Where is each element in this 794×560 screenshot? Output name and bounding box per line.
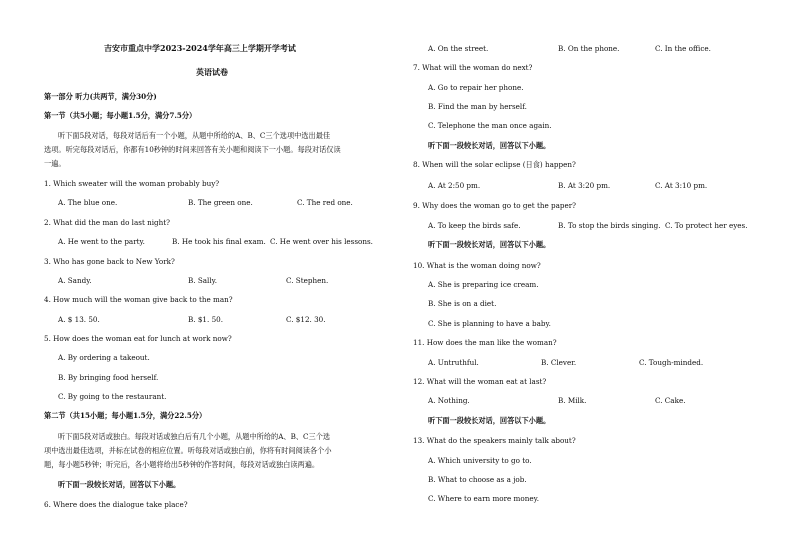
question-9: 9. Why does the woman go to get the paper? xyxy=(413,201,577,210)
listen-instruction-10: 听下面一段较长对话，回答以下小题。 xyxy=(428,240,551,249)
instruction1-line3: 一遍。 xyxy=(44,159,66,168)
q2-option-b: B. He took his final exam. xyxy=(172,237,266,246)
q4-option-a: A. $ 13. 50. xyxy=(58,315,100,324)
q9-option-c: C. To protect her eyes. xyxy=(665,221,748,230)
section1-heading: 第一节（共5小题；每小题1.5分，满分7.5分） xyxy=(44,111,197,120)
q10-option-b: B. She is on a diet. xyxy=(428,299,497,308)
q13-option-b: B. What to choose as a job. xyxy=(428,475,527,484)
q10-option-a: A. She is preparing ice cream. xyxy=(428,280,539,289)
question-4: 4. How much will the woman give back to the man? xyxy=(44,295,233,304)
question-2: 2. What did the man do last night? xyxy=(44,218,171,227)
q4-option-b: B. $1. 50. xyxy=(188,315,223,324)
q5-option-b: B. By bringing food herself. xyxy=(58,373,159,382)
q1-option-a: A. The blue one. xyxy=(58,198,118,207)
q9-option-a: A. To keep the birds safe. xyxy=(428,221,521,230)
instruction1-line1: 听下面5段对话，每段对话后有一个小题，从题中所给的A、B、C三个选项中选出最佳 xyxy=(58,131,331,140)
q12-option-a: A. Nothing. xyxy=(428,396,470,405)
question-10: 10. What is the woman doing now? xyxy=(413,261,541,270)
question-13: 13. What do the speakers mainly talk about? xyxy=(413,436,576,445)
exam-subtitle: 英语试卷 xyxy=(196,67,228,77)
question-8: 8. When will the solar eclipse (日食) happen? xyxy=(413,160,576,169)
instruction1-line2: 选项。听完每段对话后，你都有10秒钟的时间来回答有关小题和阅读下一小题。每段对话仅读 xyxy=(44,145,341,154)
q1-option-b: B. The green one. xyxy=(188,198,253,207)
question-3: 3. Who has gone back to New York? xyxy=(44,257,175,266)
q2-option-a: A. He went to the party. xyxy=(58,237,145,246)
question-7: 7. What will the woman do next? xyxy=(413,63,533,72)
instruction2-line2: 项中选出最佳选项，并标在试卷的相应位置。听每段对话或独白前，你将有时间阅读各个小 xyxy=(44,446,332,455)
question-5: 5. How does the woman eat for lunch at work now? xyxy=(44,334,232,343)
q9-option-b: B. To stop the birds singing. xyxy=(558,221,661,230)
q10-option-c: C. She is planning to have a baby. xyxy=(428,319,551,328)
listen-instruction-6: 听下面一段较长对话，回答以下小题。 xyxy=(58,480,181,489)
q8-option-c: C. At 3:10 pm. xyxy=(655,181,708,190)
section2-heading: 第二节（共15小题；每小题1.5分，满分22.5分） xyxy=(44,411,207,420)
q6-option-a: A. On the street. xyxy=(428,44,489,53)
q13-option-c: C. Where to earn more money. xyxy=(428,494,539,503)
q6-option-b: B. On the phone. xyxy=(558,44,620,53)
q1-option-c: C. The red one. xyxy=(297,198,353,207)
q3-option-b: B. Sally. xyxy=(188,276,218,285)
q8-option-a: A. At 2:50 pm. xyxy=(428,181,481,190)
q2-option-c: C. He went over his lessons. xyxy=(270,237,373,246)
q5-option-a: A. By ordering a takeout. xyxy=(58,353,150,362)
question-6: 6. Where does the dialogue take place? xyxy=(44,500,188,509)
q7-option-c: C. Telephone the man once again. xyxy=(428,121,552,130)
listen-instruction-13: 听下面一段较长对话，回答以下小题。 xyxy=(428,416,551,425)
q8-option-b: B. At 3:20 pm. xyxy=(558,181,611,190)
q12-option-c: C. Cake. xyxy=(655,396,686,405)
part1-heading: 第一部分 听力(共两节，满分30分) xyxy=(44,92,157,101)
q7-option-a: A. Go to repair her phone. xyxy=(428,83,524,92)
q6-option-c: C. In the office. xyxy=(655,44,711,53)
q11-option-b: B. Clever. xyxy=(541,358,577,367)
question-1: 1. Which sweater will the woman probably buy? xyxy=(44,179,220,188)
q4-option-c: C. $12. 30. xyxy=(286,315,326,324)
q13-option-a: A. Which university to go to. xyxy=(428,456,532,465)
q11-option-a: A. Untruthful. xyxy=(428,358,479,367)
listen-instruction-8: 听下面一段较长对话，回答以下小题。 xyxy=(428,141,551,150)
q3-option-a: A. Sandy. xyxy=(58,276,92,285)
q12-option-b: B. Milk. xyxy=(558,396,587,405)
question-12: 12. What will the woman eat at last? xyxy=(413,377,547,386)
exam-title: 吉安市重点中学2023-2024学年高三上学期开学考试 xyxy=(104,43,296,53)
q5-option-c: C. By going to the restaurant. xyxy=(58,392,167,401)
q3-option-c: C. Stephen. xyxy=(286,276,329,285)
instruction2-line3: 题，每小题5秒钟；听完后，各小题将给出5秒钟的作答时间，每段对话或独白读两遍。 xyxy=(44,460,320,469)
q11-option-c: C. Tough-minded. xyxy=(639,358,704,367)
q7-option-b: B. Find the man by herself. xyxy=(428,102,527,111)
question-11: 11. How does the man like the woman? xyxy=(413,338,557,347)
instruction2-line1: 听下面5段对话或独白。每段对话或独白后有几个小题，从题中所给的A、B、C三个选 xyxy=(58,432,331,441)
